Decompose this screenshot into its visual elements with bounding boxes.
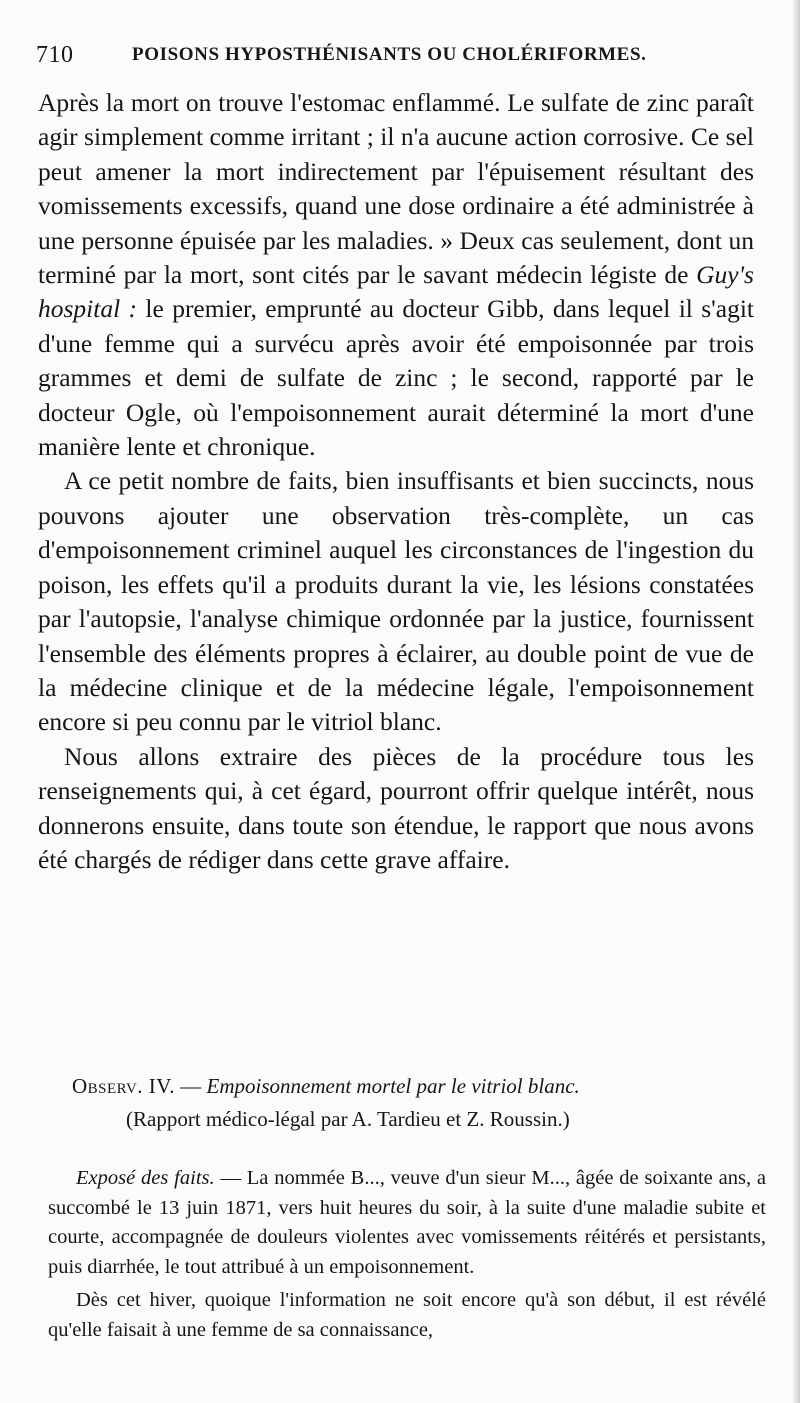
italic-hospital-name: Guy's hospital :	[38, 260, 754, 324]
facts-heading: Exposé des faits.	[76, 1167, 215, 1189]
running-title: POISONS HYPOSTHÉNISANTS OU CHOLÉRIFORMES.	[132, 44, 647, 65]
facts-paragraph	[48, 1164, 766, 1282]
observation-title-line	[38, 1070, 754, 1103]
running-header	[36, 42, 756, 72]
observation-subtitle: (Rapport médico-légal par A. Tardieu et Z. Roussin.)	[126, 1107, 570, 1131]
observation-text	[48, 1164, 766, 1349]
paragraph-text: Après la mort on trouve l'estomac enflammé. Le sulfate de zinc paraît agir simplement comme irritant ; il n'a aucune action corrosive. Ce sel peut amener la mort indirectement par l'épuisement résultant des vomissements excessifs, quand une dose ordinaire a été administrée à une personne épuisée par les maladies. » Deux cas seulement, dont un terminé par la mort, sont cités par le savant médecin légiste de	[38, 88, 754, 290]
observation-heading	[38, 1070, 754, 1136]
observation-label: Observ. IV.	[72, 1074, 176, 1098]
facts-paragraph: Dès cet hiver, quoique l'information ne soit encore qu'à son début, il est révélé qu'elle faisait à une femme de sa connaissance,	[48, 1289, 766, 1341]
page-number: 710	[36, 42, 74, 68]
paragraph: Nous allons extraire des pièces de la procédure tous les renseignements qui, à cet égard, pourront offrir quelque intérêt, nous donnerons ensuite, dans toute son étendue, le rapport que nous avons été chargés de rédiger dans cette grave affaire.	[38, 741, 754, 874]
observation-title: Empoisonnement mortel par le vitriol blanc.	[206, 1074, 580, 1098]
main-text	[38, 86, 754, 877]
paragraph: A ce petit nombre de faits, bien insuffisants et bien succincts, nous pouvons ajouter une observation très-complète, un cas d'empoisonnement criminel auquel les circonstances de l'ingestion du poison, les effets qu'il a produits durant la vie, les lésions constatées par l'autopsie, l'analyse chimique ordonnée par la justice, fournissent l'ensemble des éléments propres à éclairer, au double point de vue de la médecine clinique et de la médecine légale, l'empoisonnement encore si peu connu par le vitriol blanc.	[38, 466, 754, 737]
observation-dash: —	[175, 1074, 207, 1098]
paragraph-continued	[38, 86, 754, 464]
page-edge-shadow	[792, 0, 800, 1403]
facts-text: — La nommée B..., veuve d'un sieur M..., âgée de soixante ans, a succombé le 13 juin 1871, vers huit heures du soir, à la suite d'une maladie subite et courte, accompagnée de douleurs violentes avec vomissements réitérés et persistants, puis diarrhée, le tout attribué à un empoisonnement.	[48, 1167, 766, 1278]
paragraph-text: le premier, emprunté au docteur Gibb, dans lequel il s'agit d'une femme qui a survécu après avoir été empoisonnée par trois grammes et demi de sulfate de zinc ; le second, rapporté par le docteur Ogle, où l'empoisonnement aurait déterminé la mort d'une manière lente et chronique.	[38, 294, 754, 462]
